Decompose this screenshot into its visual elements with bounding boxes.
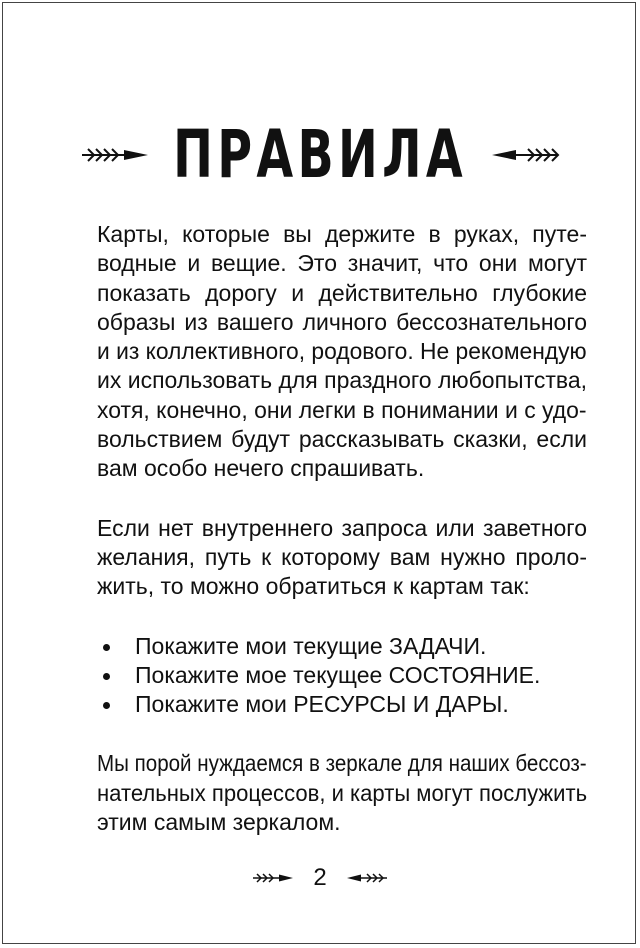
arrow-fletching-right-icon (490, 147, 560, 163)
list-item (97, 690, 587, 719)
list-item-text: Покажите мои текущие ЗАДАЧИ. (135, 632, 487, 659)
paragraph-intro (97, 220, 587, 484)
text-line: этим самым зеркалом. (97, 809, 341, 836)
paragraph-mirror (97, 749, 587, 837)
bullet-dot-icon (103, 644, 110, 651)
list-item (97, 632, 587, 661)
arrow-fletching-left-icon (251, 872, 295, 884)
page-number: 2 (313, 864, 327, 891)
list-item (97, 661, 587, 690)
text-line: нательных процессов, и карты могут послужить (97, 779, 588, 806)
text-line: Если нет внутреннего запроса или заветного (97, 514, 587, 541)
list-item-text: Покажите мои РЕСУРСЫ И ДАРЫ. (135, 691, 509, 718)
text-line: и из коллективного, родового. Не рекомендую (97, 338, 587, 365)
text-line: вольствием будут рассказывать сказки, если (97, 426, 587, 453)
bullet-list (97, 632, 587, 720)
text-line: водные и вещие. Это значит, что они могут (97, 250, 587, 277)
text-line: Карты, которые вы держите в руках, путе- (97, 221, 587, 247)
arrow-fletching-right-icon (345, 872, 389, 884)
text-line: жить, то можно обратиться к картам так: (97, 573, 530, 600)
page-title: ПРАВИЛА (173, 116, 467, 193)
text-line: вам особо нечего спрашивать. (97, 455, 425, 482)
arrow-fletching-left-icon (80, 147, 150, 163)
text-line: их использовать для праздного любопытства, (97, 367, 588, 394)
text-line: показать дорогу и действительно глубокие (97, 279, 587, 306)
title-row (0, 118, 640, 192)
list-item-text: Покажите мое текущее СОСТОЯНИЕ. (135, 661, 541, 688)
text-line: желания, путь к которому вам нужно проло- (97, 543, 587, 570)
text-line: хотя, конечно, они легки в понимании и с удо- (97, 396, 587, 423)
bullet-dot-icon (103, 702, 110, 709)
paragraph-request (97, 514, 587, 602)
page-footer (0, 862, 640, 894)
bullet-dot-icon (103, 673, 110, 680)
text-line: Мы порой нуждаемся в зеркале для наших бессоз- (97, 750, 587, 777)
body-text (97, 220, 587, 867)
text-line: образы из вашего личного бессознательного (97, 308, 587, 335)
